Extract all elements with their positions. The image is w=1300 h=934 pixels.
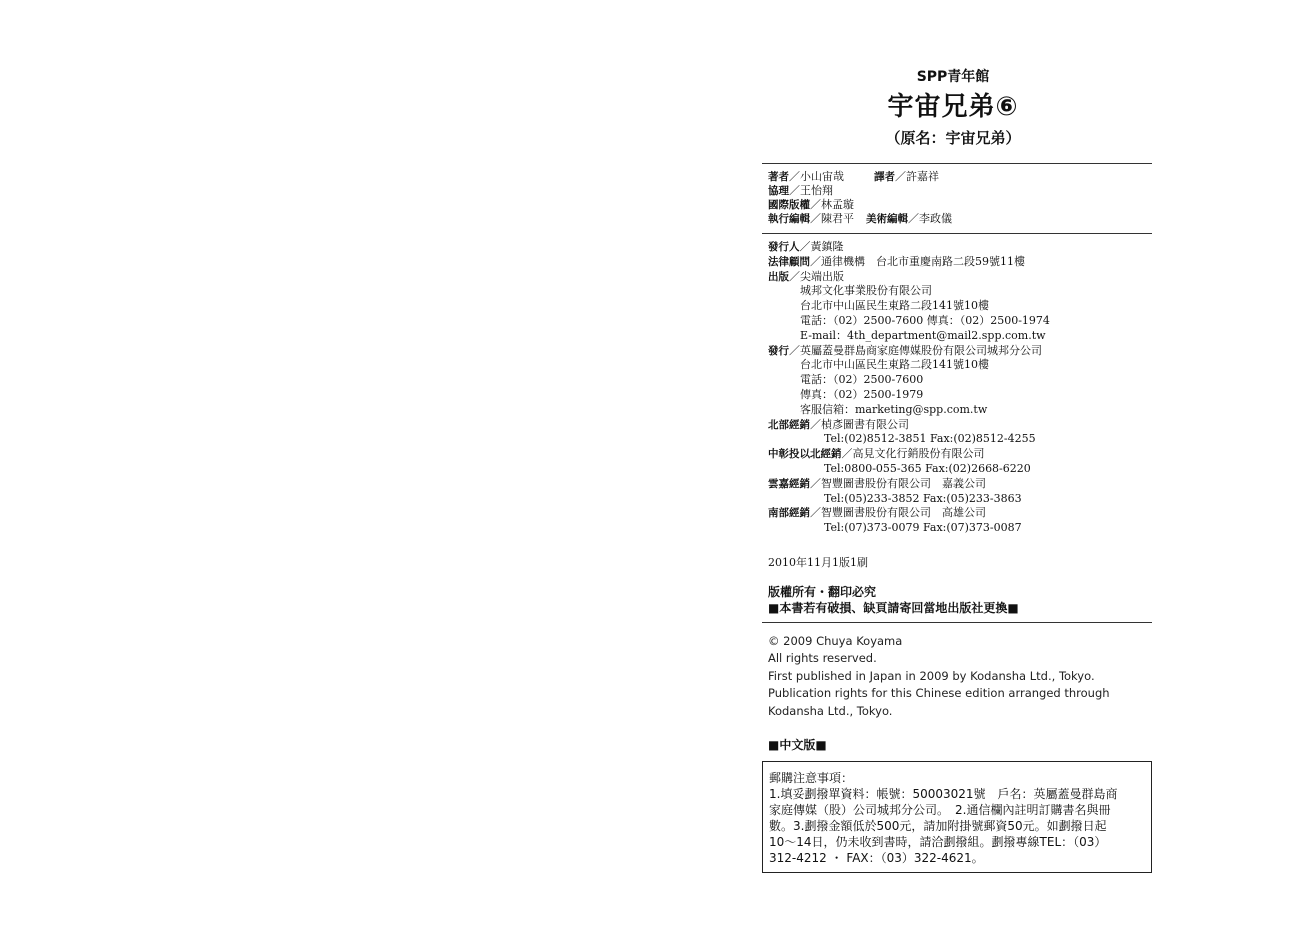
north-dist-tel: Tel:(02)8512-3851 Fax:(02)8512-4255	[824, 432, 1036, 446]
postal-notice-line: 1.填妥劃撥單資料：帳號：50003021號 戶名：英屬蓋曼群島商	[769, 787, 1118, 802]
south-dist-tel: Tel:(07)373-0079 Fax:(07)373-0087	[824, 521, 1022, 535]
publishing-block	[768, 240, 1152, 536]
rights-line: 版權所有・翻印必究	[768, 584, 877, 599]
press-email: E-mail：4th_department@mail2.spp.com.tw	[800, 328, 1046, 342]
book-title: 宇宙兄弟⑥	[887, 92, 1019, 122]
publisher-name: ／黃鎮隆	[799, 240, 844, 253]
author-name: ／小山宙哉	[789, 170, 844, 183]
yunjia-dist-label: 雲嘉經銷	[768, 477, 810, 490]
press-value: ／尖端出版	[789, 269, 844, 283]
postal-notice-line: 312-4212 ・ FAX：（03）322-4621。	[769, 851, 984, 866]
divider	[762, 622, 1152, 623]
copyright-line: First published in Japan in 2009 by Kodansha Ltd., Tokyo.	[768, 668, 1095, 683]
copyright-line: Publication rights for this Chinese edition arranged through	[768, 686, 1110, 701]
editor-name: ／陳君平	[810, 212, 854, 225]
south-dist-row	[768, 506, 1152, 521]
press-label: 出版	[768, 270, 789, 283]
distributor-line: 電話：（02）2500-7600	[800, 373, 924, 387]
divider	[762, 233, 1152, 234]
english-copyright	[768, 633, 1152, 721]
south-dist-label: 南部經銷	[768, 507, 810, 520]
postal-notice-line: 家庭傳媒（股）公司城邦分公司。 2.通信欄內註明訂購書名與冊	[769, 803, 1111, 818]
yunjia-dist-tel: Tel:(05)233-3852 Fax:(05)233-3863	[824, 491, 1022, 505]
distributor-email: 客服信箱：marketing@spp.com.tw	[800, 402, 988, 416]
distributor-label: 發行	[768, 344, 789, 357]
publisher-row	[768, 240, 1152, 255]
rights-notice	[768, 584, 1152, 616]
south-dist-value: ／智豐圖書股份有限公司 高雄公司	[810, 506, 986, 520]
chinese-edition-label: ■中文版■	[768, 738, 827, 753]
postal-notice-line: 數。3.劃撥金額低於500元，請加附掛號郵資50元。如劃撥日起	[769, 819, 1107, 834]
credit-row	[768, 212, 1152, 226]
copyright-line: © 2009 Chuya Koyama	[768, 633, 903, 648]
press-line: 台北市中山區民生東路二段141號10樓	[800, 299, 989, 313]
colophon-page	[762, 66, 1152, 873]
press-line: 城邦文化事業股份有限公司	[800, 284, 932, 298]
yunjia-dist-row	[768, 477, 1152, 492]
distributor-value: ／英屬蓋曼群島商家庭傳媒股份有限公司城邦分公司	[789, 343, 1042, 357]
north-dist-value: ／楨彥圖書有限公司	[810, 417, 909, 431]
north-dist-row	[768, 418, 1152, 433]
distributor-line: 傳真：（02）2500-1979	[800, 387, 924, 401]
distributor-line: 台北市中山區民生東路二段141號10樓	[800, 358, 989, 372]
legal-row	[768, 255, 1152, 270]
press-row	[768, 270, 1152, 285]
yunjia-dist-value: ／智豐圖書股份有限公司 嘉義公司	[810, 476, 986, 490]
assist-name: ／王怡翔	[789, 184, 833, 197]
central-dist-label: 中彰投以北經銷	[768, 448, 842, 461]
editor-label: 執行編輯	[768, 213, 810, 225]
divider	[762, 163, 1152, 164]
original-title: （原名：宇宙兄弟）	[885, 129, 1021, 147]
copyright-line: Kodansha Ltd., Tokyo.	[768, 703, 893, 718]
central-dist-value: ／高見文化行銷股份有限公司	[841, 447, 985, 461]
credit-row	[768, 184, 1152, 198]
postal-notice-line: 10～14日，仍未收到書時，請洽劃撥組。劃撥專線TEL：（03）	[769, 835, 1107, 850]
rights-name: ／林孟璇	[810, 198, 854, 211]
legal-value: ／通律機構 台北市重慶南路二段59號11樓	[810, 254, 1025, 268]
assist-label: 協理	[768, 185, 789, 197]
credit-row	[768, 170, 1152, 184]
central-dist-tel: Tel:0800-055-365 Fax:(02)2668-6220	[824, 461, 1031, 475]
press-line: 電話：（02）2500-7600 傳真：（02）2500-1974	[800, 313, 1050, 327]
north-dist-label: 北部經銷	[768, 418, 810, 431]
credits-block	[768, 170, 1152, 226]
postal-notice-box	[762, 761, 1152, 873]
copyright-line: All rights reserved.	[768, 651, 877, 666]
legal-label: 法律顧問	[768, 255, 810, 268]
credit-row	[768, 198, 1152, 212]
distributor-row	[768, 344, 1152, 359]
edition-date: 2010年11月1版1刷	[768, 555, 868, 569]
art-editor-label: 美術編輯	[866, 213, 908, 225]
series-label: SPP青年館	[916, 69, 990, 85]
publisher-label: 發行人	[768, 241, 800, 253]
translator-label: 譯者	[874, 171, 895, 183]
author-label: 著者	[768, 171, 789, 183]
central-dist-row	[768, 447, 1152, 462]
damage-notice: ■本書若有破損、缺頁請寄回當地出版社更換■	[768, 600, 1019, 615]
rights-label: 國際版權	[768, 199, 810, 211]
art-editor-name: ／李政儀	[908, 212, 952, 225]
translator-name: ／許嘉祥	[895, 170, 939, 183]
postal-notice-heading: 郵購注意事項：	[769, 771, 854, 786]
